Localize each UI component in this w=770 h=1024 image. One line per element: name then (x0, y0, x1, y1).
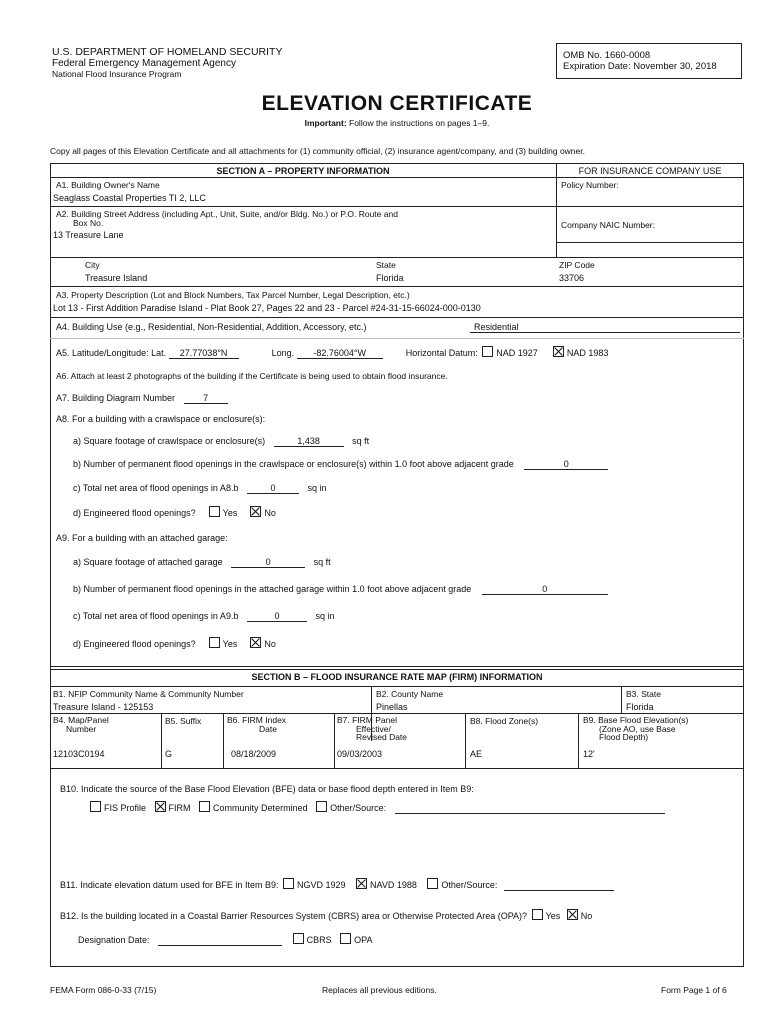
b3-label: B3. State (626, 689, 661, 699)
a8d-label: d) Engineered flood openings? (73, 508, 196, 518)
a8b-row (73, 459, 608, 470)
omb-number: OMB No. 1660-0008 (563, 50, 651, 61)
divider (50, 257, 744, 258)
divider (161, 713, 162, 768)
zip-value[interactable]: 33706 (559, 273, 585, 283)
a9a-unit: sq ft (313, 557, 331, 567)
a3-label: A3. Property Description (Lot and Block Numbers, Tax Parcel Number, Legal Description, etc.) (56, 290, 410, 300)
a8b-label: b) Number of permanent flood openings in the crawlspace or enclosure(s) within 1.0 foot above adjacent grade (73, 459, 514, 469)
a8a-unit: sq ft (352, 436, 370, 446)
designation-row (78, 933, 372, 946)
state-value[interactable]: Florida (376, 273, 404, 283)
a8d-yes-label: Yes (222, 508, 238, 518)
a9c-unit: sq in (315, 611, 335, 621)
zip-label: ZIP Code (559, 260, 595, 270)
divider (50, 666, 744, 667)
nad1983-label: NAD 1983 (566, 348, 609, 358)
insurance-use-title: FOR INSURANCE COMPANY USE (578, 166, 722, 176)
b9-label-2: (Zone AO, use Base (599, 723, 676, 734)
footer-page-number: Form Page 1 of 6 (661, 985, 727, 995)
nad1927-checkbox[interactable] (482, 346, 493, 357)
b7-label (337, 716, 407, 742)
firm-label: FIRM (168, 803, 191, 813)
a8d-no-label: No (264, 508, 276, 518)
a6-text: A6. Attach at least 2 photographs of the building if the Certificate is being used to obtain flood insurance. (56, 371, 448, 381)
designation-label: Designation Date: (78, 935, 150, 945)
b12-label: B12. Is the building located in a Coastal Barrier Resources System (CBRS) area or Otherwise Protected Area (OPA)? (60, 911, 528, 921)
a9d-label: d) Engineered flood openings? (73, 639, 196, 649)
b9-value[interactable]: 12' (583, 749, 595, 759)
divider (50, 286, 744, 287)
divider (465, 713, 466, 768)
b11-label: B11. Indicate elevation datum used for BFE in Item B9: (60, 880, 279, 890)
opa-checkbox[interactable] (340, 933, 351, 944)
firm-checkbox[interactable] (155, 801, 166, 812)
divider (50, 177, 744, 178)
section-b-title: SECTION B – FLOOD INSURANCE RATE MAP (FIRM) INFORMATION (251, 672, 543, 682)
b11-other-label: Other/Source: (441, 880, 498, 890)
b2-label: B2. County Name (376, 689, 444, 699)
a7-row (56, 393, 228, 404)
a5-label: A5. Latitude/Longitude: Lat. (56, 348, 167, 358)
b5-label: B5. Suffix (165, 716, 202, 726)
datum-label: Horizontal Datum: (405, 348, 478, 358)
b6-value[interactable]: 08/18/2009 (231, 749, 277, 759)
agency-line-3: National Flood Insurance Program (52, 69, 182, 79)
b6-label-2: Date (259, 724, 277, 734)
a8a-row (73, 436, 369, 447)
b2-value[interactable]: Pinellas (376, 702, 408, 712)
a9d-yes-checkbox[interactable] (209, 637, 220, 648)
a5-row (56, 346, 608, 359)
fis-profile-checkbox[interactable] (90, 801, 101, 812)
a9b-value[interactable]: 0 (482, 584, 608, 595)
b6-label (227, 716, 286, 734)
ngvd1929-label: NGVD 1929 (296, 880, 346, 890)
divider (50, 338, 744, 339)
a9a-row (73, 557, 331, 568)
a8c-unit: sq in (307, 483, 327, 493)
divider (50, 669, 744, 670)
a1-owner-name[interactable]: Seaglass Coastal Properties TI 2, LLC (53, 193, 206, 203)
a9b-label: b) Number of permanent flood openings in the attached garage within 1.0 foot above adjacent grade (73, 584, 472, 594)
important-note (0, 118, 770, 128)
b5-value[interactable]: G (165, 749, 173, 759)
a9b-row (73, 584, 608, 595)
a4-label: A4. Building Use (e.g., Residential, Non-Residential, Addition, Accessory, etc.) (56, 322, 367, 332)
b4-label (53, 716, 109, 734)
divider (556, 242, 744, 243)
b7-label-2: Effective/ (356, 723, 391, 734)
b7-label-1: B7. FIRM Panel (337, 715, 397, 725)
nad1983-checkbox[interactable] (553, 346, 564, 357)
a9d-no-label: No (264, 639, 276, 649)
important-text: Follow the instructions on pages 1–9. (346, 118, 490, 128)
divider (223, 713, 224, 768)
city-label: City (85, 260, 100, 270)
b9-label-1: B9. Base Flood Elevation(s) (583, 715, 689, 725)
ngvd1929-checkbox[interactable] (283, 878, 294, 889)
a9c-value[interactable]: 0 (247, 611, 307, 622)
a2-address[interactable]: 13 Treasure Lane (53, 230, 124, 240)
divider (50, 768, 744, 769)
b4-label-1: B4. Map/Panel (53, 715, 109, 725)
agency-line-1: U.S. DEPARTMENT OF HOMELAND SECURITY (52, 46, 283, 58)
a5-long[interactable]: -82.76004°W (297, 348, 383, 359)
designation-date-field[interactable] (158, 935, 282, 946)
omb-expiration: Expiration Date: November 30, 2018 (563, 61, 717, 72)
footer-form-number: FEMA Form 086-0-33 (7/15) (50, 985, 157, 995)
a2-label-1: A2. Building Street Address (including Apt., Unit, Suite, and/or Bldg. No.) or P.O. Route and (56, 209, 398, 219)
omb-box (556, 43, 742, 79)
b8-value[interactable]: AE (470, 749, 483, 759)
b12-no-label: No (580, 911, 593, 921)
a8a-value[interactable]: 1,438 (274, 436, 344, 447)
a8c-label: c) Total net area of flood openings in A8.b (73, 483, 239, 493)
important-label: Important: (304, 118, 347, 128)
divider (50, 317, 744, 318)
divider (50, 686, 744, 687)
divider (50, 206, 744, 207)
a8c-row (73, 483, 327, 494)
b9-label (583, 716, 688, 742)
nad1927-label: NAD 1927 (496, 348, 538, 358)
b12-yes-checkbox[interactable] (532, 909, 543, 920)
divider (578, 713, 579, 768)
agency-block (52, 47, 282, 80)
a8d-yes-checkbox[interactable] (209, 506, 220, 517)
a1-label: A1. Building Owner's Name (56, 180, 160, 190)
a9c-label: c) Total net area of flood openings in A9.b (73, 611, 239, 621)
opa-label: OPA (354, 935, 373, 945)
navd1988-label: NAVD 1988 (370, 880, 417, 890)
b7-value[interactable]: 09/03/2003 (337, 749, 383, 759)
a3-description[interactable]: Lot 13 - First Addition Paradise Island - Plat Book 27, Pages 22 and 23 - Parcel #24-31-15-66024-000-0130 (53, 303, 481, 313)
b4-value[interactable]: 12103C0194 (53, 749, 105, 759)
b12-row (60, 909, 592, 921)
b11-row (60, 878, 614, 891)
a9c-row (73, 611, 335, 622)
cbrs-checkbox[interactable] (293, 933, 304, 944)
a9d-no-checkbox[interactable] (250, 637, 261, 648)
footer-replaces: Replaces all previous editions. (322, 985, 437, 995)
cbrs-label: CBRS (306, 935, 332, 945)
agency-line-2: Federal Emergency Management Agency (52, 58, 236, 69)
city-value[interactable]: Treasure Island (85, 273, 148, 283)
a4-building-use-value: Residential (474, 322, 519, 332)
b10-options (88, 801, 665, 814)
community-determined-checkbox[interactable] (199, 801, 210, 812)
b1-value[interactable]: Treasure Island - 125153 (53, 702, 154, 712)
divider (50, 713, 744, 714)
b9-label-3: Flood Depth) (599, 732, 649, 742)
a9-label: A9. For a building with an attached garage: (56, 533, 228, 543)
a8-label: A8. For a building with a crawlspace or enclosure(s): (56, 414, 266, 424)
other-source-field[interactable] (395, 803, 665, 814)
a9d-row (73, 637, 276, 649)
a2-label-2: Box No. (73, 218, 104, 228)
a9a-label: a) Square footage of attached garage (73, 557, 223, 567)
a7-diagram-number[interactable]: 7 (184, 393, 228, 404)
a7-label: A7. Building Diagram Number (56, 393, 176, 403)
a5-long-label: Long. (271, 348, 295, 358)
b10-label: B10. Indicate the source of the Base Flood Elevation (BFE) data or base flood depth entered in Item B9: (60, 784, 474, 794)
other-source-label: Other/Source: (330, 803, 387, 813)
b7-label-3: Revised Date (356, 732, 408, 742)
b12-yes-label: Yes (545, 911, 561, 921)
other-source-checkbox[interactable] (316, 801, 327, 812)
copy-note: Copy all pages of this Elevation Certificate and all attachments for (1) community official, (2) insurance agent/company, and (3) building owner. (50, 146, 585, 156)
b3-value[interactable]: Florida (626, 702, 654, 712)
b11-other-field[interactable] (504, 880, 614, 891)
b4-label-2: Number (66, 724, 97, 734)
section-a-title: SECTION A – PROPERTY INFORMATION (216, 166, 390, 176)
fis-profile-label: FIS Profile (104, 803, 147, 813)
b12-no-checkbox[interactable] (567, 909, 578, 920)
navd1988-checkbox[interactable] (356, 878, 367, 889)
b6-label-1: B6. FIRM Index (227, 715, 287, 725)
naic-label: Company NAIC Number: (561, 220, 656, 230)
divider (621, 686, 622, 713)
a8d-no-checkbox[interactable] (250, 506, 261, 517)
state-label: State (376, 260, 396, 270)
a8d-row (73, 506, 276, 518)
b1-label: B1. NFIP Community Name & Community Number (53, 689, 244, 699)
a9d-yes-label: Yes (222, 639, 238, 649)
policy-number-label: Policy Number: (561, 180, 619, 190)
a8b-value[interactable]: 0 (524, 459, 608, 470)
b8-label: B8. Flood Zone(s) (470, 716, 539, 726)
a5-lat[interactable]: 27.77038°N (169, 348, 239, 359)
community-determined-label: Community Determined (213, 803, 308, 813)
page-title: ELEVATION CERTIFICATE (261, 92, 533, 115)
a8a-label: a) Square footage of crawlspace or enclosure(s) (73, 436, 266, 446)
a8c-value[interactable]: 0 (247, 483, 299, 494)
a9a-value[interactable]: 0 (231, 557, 305, 568)
divider (334, 713, 335, 768)
a4-building-use[interactable] (470, 322, 740, 333)
b11-other-checkbox[interactable] (427, 878, 438, 889)
